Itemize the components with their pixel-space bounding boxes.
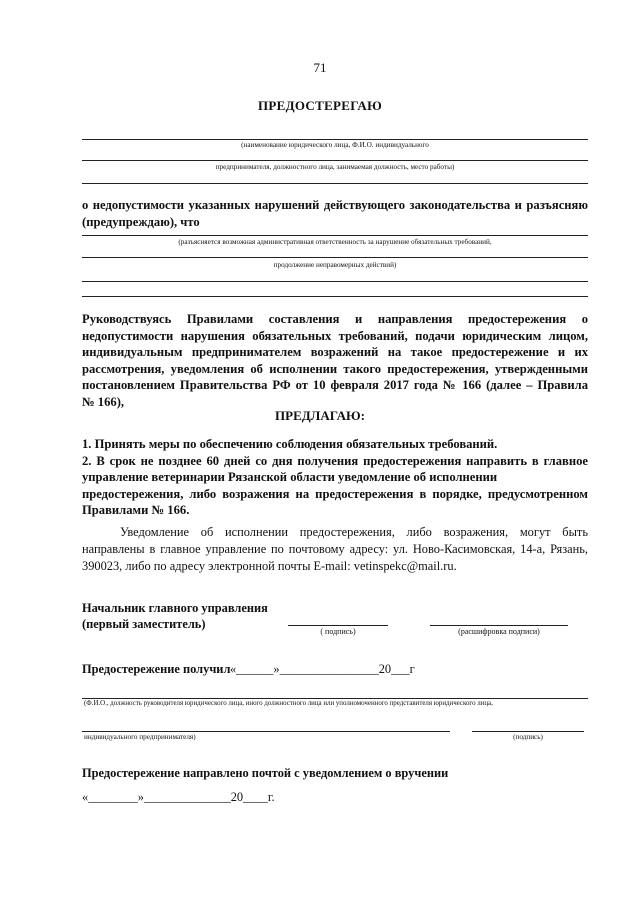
proposal-item-2: 2. В срок не позднее 60 дней со дня получения предостережения направить в главное	[82, 453, 588, 468]
liability-caption: (разъясняется возможная административная ответственность за нарушение обязательных требований,	[178, 238, 492, 246]
received-date-field: «______»________________20___г	[230, 662, 415, 676]
notice-paragraph: Уведомление об исполнении предостережения, либо возражения, могут быть направлены в главное управление по почтовому адресу: ул. Ново-Касимовская, 14-а, Рязань, 390023, либо по адресу электронной почты E-mail: vetinspekc@mail.ru.	[82, 525, 588, 573]
signatory-title: Начальник главного управления (первый заместитель)	[82, 601, 268, 631]
name-line-2	[82, 160, 588, 161]
name-caption-2: предпринимателя, должностного лица, занимаемая должность, место работы)	[215, 163, 455, 171]
mailed-date-field: «________»______________20____г.	[82, 790, 275, 804]
liability-line-3	[82, 281, 588, 282]
propose-heading: ПРЕДЛАГАЮ:	[275, 408, 365, 423]
name-line-1	[82, 139, 588, 140]
signature-caption: ( подпись)	[320, 627, 356, 636]
receiver-caption-1: (Ф.И.О., должность руководителя юридического лица, иного должностного лица или уполномоченного представителя юридического лица,	[84, 700, 493, 707]
received-label: Предостережение получил	[82, 662, 231, 676]
name-caption-1: (наименование юридического лица, Ф.И.О. индивидуального	[241, 141, 429, 149]
mailed-label: Предостережение направлено почтой с уведомлением о вручении	[82, 766, 449, 780]
page-number: 71	[313, 60, 327, 75]
liability-line-1	[82, 235, 588, 236]
liability-line-2	[82, 257, 588, 258]
proposal-item-1: 1. Принять меры по обеспечению соблюдения обязательных требований.	[82, 437, 498, 451]
name-line-3	[82, 183, 588, 184]
receiver-line-2	[82, 731, 450, 732]
proposals-list: 1. Принять меры по обеспечению соблюдения обязательных требований. 2. В срок не позднее 60 дней со дня получения предостережения направить в главное управление ветеринарии Рязанской области уведомление об исполнении предостережения, либо возражения на предостережения в порядке, предусмотренном Правилами № 166.	[82, 437, 588, 518]
signature-line	[288, 625, 388, 626]
receiver-sign-caption: (подпись)	[513, 733, 543, 741]
document-title: ПРЕДОСТЕРЕГАЮ	[257, 98, 383, 113]
decode-caption: (расшифровка подписи)	[458, 627, 540, 636]
liability-line-4	[82, 296, 588, 297]
receiver-caption-2: индивидуального предпринимателя)	[84, 733, 196, 741]
receiver-line-1	[82, 698, 588, 699]
warning-paragraph: о недопустимости указанных нарушений действующего законодательства и разъясняю (предупреждаю), что	[82, 198, 588, 229]
continuation-caption: продолжение неправомерных действий)	[273, 261, 397, 269]
guided-paragraph: Руководствуясь Правилами составления и направления предостережения о недопустимости нарушения обязательных требований, подачи юридическим лицом, индивидуальным предпринимателем возражений на такое предостережение и их рассмотрения, уведомления об исполнении такого предостережения, утвержденными постановлением Правительства РФ от 10 февраля 2017 года № 166 (далее – Правила № 166),	[82, 312, 588, 409]
decode-line	[430, 625, 568, 626]
receiver-sign-line	[472, 731, 584, 732]
